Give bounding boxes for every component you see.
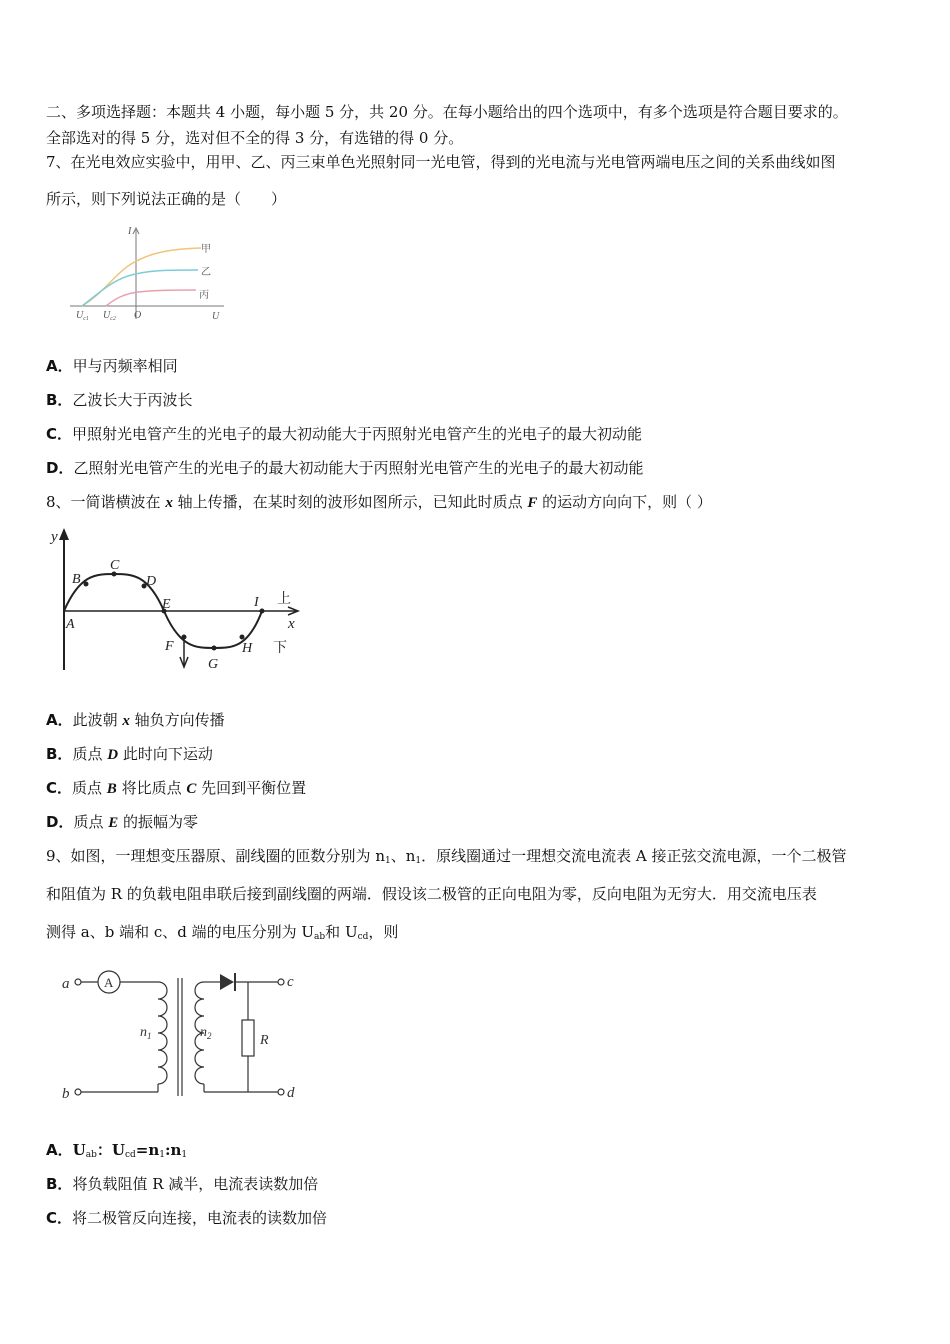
q7-photoelectric-graph bbox=[66, 224, 236, 324]
q7-option-a[interactable]: A．甲与丙频率相同 bbox=[46, 357, 178, 375]
q9-terminal-a: a bbox=[62, 976, 70, 992]
q8-label-up: 上 bbox=[277, 592, 291, 607]
q7-stem-line1: 7、在光电效应实验中，用甲、乙、丙三束单色光照射同一光电管，得到的光电流与光电管两端电压之间的关系曲线如图 bbox=[46, 153, 836, 171]
q7-uc1: $U_{c1}$ bbox=[76, 310, 89, 322]
q7-option-d[interactable]: D．乙照射光电管产生的光电子的最大初动能大于丙照射光电管产生的光电子的最大初动能 bbox=[46, 459, 644, 477]
q7-curve-bing bbox=[106, 290, 196, 306]
q8-option-c[interactable]: C．质点 B 将比质点 C 先回到平衡位置 bbox=[46, 779, 307, 797]
q9-option-c[interactable]: C．将二极管反向连接，电流表的读数加倍 bbox=[46, 1209, 328, 1227]
q9-label-r: R bbox=[260, 1033, 269, 1048]
q7-option-c[interactable]: C．甲照射光电管产生的光电子的最大初动能大于丙照射光电管产生的光电子的最大初动能 bbox=[46, 425, 643, 443]
q9-label-n2: $n_2$ bbox=[200, 1025, 212, 1041]
q9-terminal-b: b bbox=[62, 1086, 70, 1102]
q7-stem-line2: 所示，则下列说法正确的是（ ） bbox=[46, 190, 287, 208]
q8-point-h: H bbox=[242, 641, 253, 656]
q9-terminal-c: c bbox=[287, 974, 294, 990]
q8-point-i: I bbox=[254, 595, 259, 610]
q8-axis-y: y bbox=[51, 529, 58, 545]
q7-curve-jia bbox=[82, 248, 201, 306]
q9-ammeter-label: A bbox=[104, 975, 114, 990]
q9-stem-line2: 和阻值为 R 的负载电阻串联后接到副线圈的两端．假设该二极管的正向电阻为零，反向电阻为无穷大．用交流电压表 bbox=[46, 885, 817, 903]
q8-option-a[interactable]: A．此波朝 x 轴负方向传播 bbox=[46, 711, 225, 729]
q9-stem-line1: 9、如图，一理想变压器原、副线圈的匝数分别为 $n_1$、$n_1$．原线圈通过一理想交流电流表 A 接正弦交流电源，一个二极管 bbox=[46, 847, 847, 866]
q8-point-d: D bbox=[146, 574, 157, 589]
q8-option-d[interactable]: D．质点 E 的振幅为零 bbox=[46, 813, 199, 831]
q9-transformer-circuit bbox=[58, 962, 308, 1104]
q8-label-down: 下 bbox=[273, 641, 287, 656]
q8-point-c: C bbox=[110, 558, 120, 573]
section-instructions-line1: 二、多项选择题：本题共 4 小题，每小题 5 分，共 20 分。在每小题给出的四个选项中，有多个选项是符合题目要求的。 bbox=[46, 103, 848, 121]
q8-point-g: G bbox=[208, 657, 219, 672]
q9-option-a[interactable]: A．$U_{ab}$：$U_{cd}=n_1:n_1$ bbox=[46, 1141, 188, 1160]
q8-point-a: A bbox=[66, 617, 75, 632]
q8-point-e: E bbox=[162, 597, 171, 612]
q9-label-n1: $n_1$ bbox=[140, 1025, 152, 1041]
q8-option-b[interactable]: B．质点 D 此时向下运动 bbox=[46, 745, 213, 763]
q7-option-b[interactable]: B．乙波长大于丙波长 bbox=[46, 391, 193, 409]
q9-diode bbox=[220, 974, 234, 990]
q9-resistor bbox=[242, 1020, 254, 1056]
q8-wave-graph bbox=[44, 524, 304, 674]
q7-label-jia: 甲 bbox=[201, 244, 211, 255]
q7-label-bing: 丙 bbox=[199, 290, 209, 301]
q7-axis-i: I bbox=[128, 226, 132, 237]
q8-stem: 8、一简谐横波在 x 轴上传播，在某时刻的波形如图所示，已知此时质点 F 的运动方向向下，则（ ） bbox=[46, 493, 712, 511]
q7-axis-u: U bbox=[212, 311, 220, 322]
q9-terminal-d: d bbox=[287, 1085, 295, 1101]
q7-origin: O bbox=[134, 310, 142, 321]
q8-point-f: F bbox=[165, 639, 174, 654]
q7-label-yi: 乙 bbox=[201, 267, 211, 278]
q7-curve-yi bbox=[82, 270, 198, 306]
q8-axis-x: x bbox=[288, 616, 295, 632]
q9-option-b[interactable]: B．将负载阻值 R 减半，电流表读数加倍 bbox=[46, 1175, 319, 1193]
q8-point-b: B bbox=[72, 572, 81, 587]
q9-stem-line3: 测得 a、b 端和 c、d 端的电压分别为 $U_{ab}$和 $U_{cd}$，则 bbox=[46, 923, 399, 942]
section-instructions-line2: 全部选对的得 5 分，选对但不全的得 3 分，有选错的得 0 分。 bbox=[46, 129, 464, 147]
q7-uc2: $U_{c2}$ bbox=[103, 310, 116, 322]
